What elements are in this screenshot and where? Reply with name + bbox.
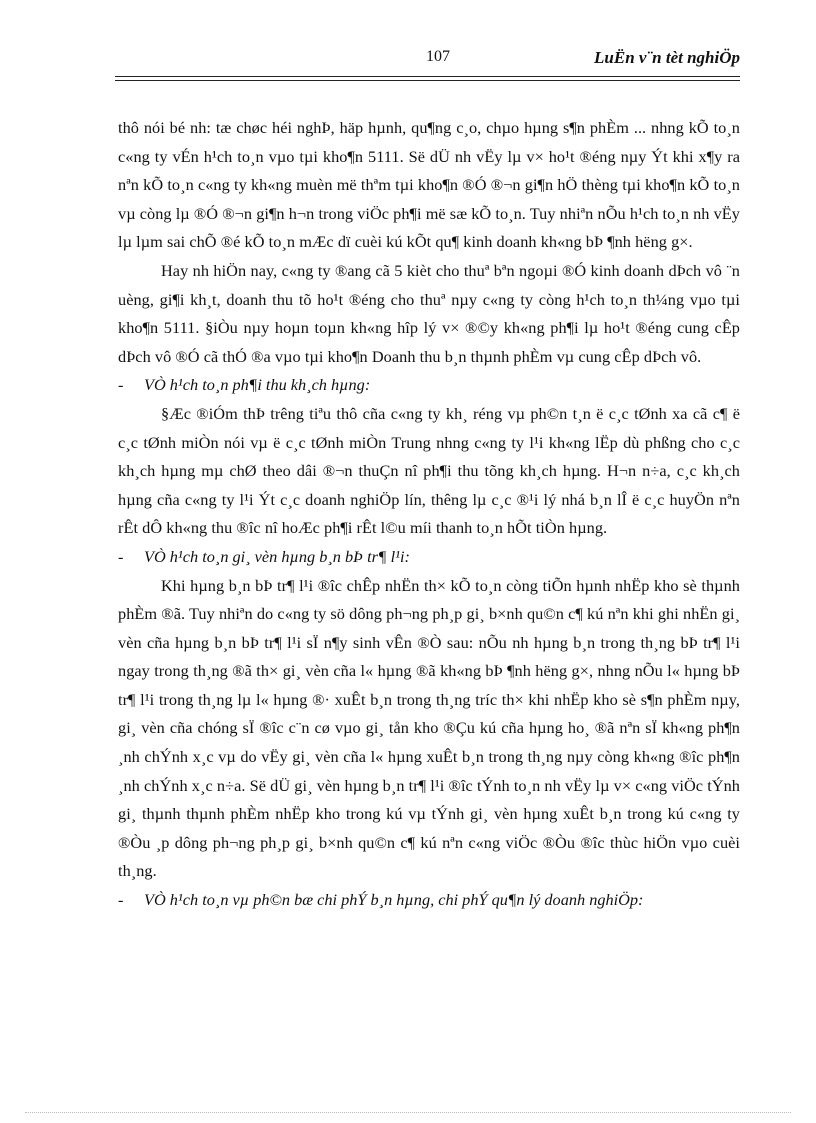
dash-bullet: -	[118, 375, 124, 395]
section-bullet	[118, 371, 740, 400]
header-rule-thin	[115, 80, 740, 81]
footer-dotted-rule	[25, 1112, 791, 1113]
page-number: 107	[426, 48, 450, 65]
bullet-heading: VÒ h¹ch to¸n ph¶i thu kh¸ch hµng:	[144, 375, 371, 395]
section-bullet	[118, 886, 740, 915]
dash-bullet: -	[118, 546, 124, 566]
paragraph: Hay nh hiÖn nay, c«ng ty ®ang cã 5 kièt cho thuª bªn ngoµi ®Ó kinh doanh dÞch vô ¨n uèng, gi¶i kh¸t, doanh thu tõ ho¹t ®éng cho thuª nµy c«ng ty còng h¹ch to¸n th¼ng vµo tµi kho¶n 5111. §iÒu nµy hoµn toµn kh«ng hîp lý v× ®©y kh«ng ph¶i lµ ho¹t ®éng cung cÊp dÞch vô ®Ó cã thÓ ®a vµo tµi kho¶n Doanh thu b¸n thµnh phÈm vµ cung cÊp dÞch vô.	[118, 260, 740, 366]
bullet-heading: VÒ h¹ch to¸n gi¸ vèn hµng b¸n bÞ tr¶ l¹i:	[144, 546, 410, 566]
page-header	[115, 48, 740, 72]
section-bullet	[118, 543, 740, 572]
bullet-heading: VÒ h¹ch to¸n vµ ph©n bæ chi phÝ b¸n hµng, chi phÝ qu¶n lý doanh nghiÖp:	[144, 890, 644, 910]
dash-bullet: -	[118, 890, 124, 910]
header-rule-thick	[115, 76, 740, 77]
running-title: LuËn v¨n tèt nghiÖp	[594, 48, 740, 67]
paragraph: §Æc ®iÓm thÞ trêng tiªu thô cña c«ng ty kh¸ réng vµ ph©n t¸n ë c¸c tØnh xa cã c¶ ë c¸c tØnh miÒn nói vµ ë c¸c tØnh miÒn Trung nhng c«ng ty l¹i kh«ng lËp dù phßng cho c¸c kh¸ch hµng mµ chØ theo dâi ®¬n thuÇn nî ph¶i thu tõng kh¸ch hµng. H¬n n÷a, c¸c kh¸ch hµng cña c«ng ty l¹i Ýt c¸c doanh nghiÖp lín, thêng lµ c¸c ®¹i lý nhá b¸n lÎ ë c¸c huyÖn nªn rÊt dÔ kh«ng thu ®îc nî hoÆc ph¶i rÊt l©u míi thanh to¸n hÕt tiÒn hµng.	[118, 403, 740, 538]
paragraph: Khi hµng b¸n bÞ tr¶ l¹i ®îc chÊp nhËn th× kÕ to¸n còng tiÕn hµnh nhËp kho sè thµnh phÈm ®ã. Tuy nhiªn do c«ng ty sö dông ph¬ng ph¸p gi¸ b×nh qu©n c¶ kú nªn khi ghi nhËn gi¸ vèn cña hµng b¸n bÞ tr¶ l¹i sÏ n¶y sinh vÊn ®Ò sau: nÕu nh hµng b¸n trong th¸ng bÞ tr¶ l¹i ngay trong th¸ng ®ã th× gi¸ vèn cña l« hµng ®ã kh«ng bÞ ¶nh hëng g×, nhng nÕu l« hµng bÞ tr¶ l¹i trong th¸ng lµ l« hµng ®· xuÊt b¸n trong th¸ng tríc th× khi nhËp kho sè s¶n phÈm nµy, gi¸ vèn cña chóng sÏ ®îc c¨n cø vµo gi¸ tån kho ®Çu kú cña hµng ho¸ ®ã nªn sÏ kh«ng ph¶n ¸nh chÝnh x¸c vµ do vËy gi¸ vèn cña l« hµng xuÊt b¸n trong th¸ng nµy còng kh«ng ®îc ph¶n ¸nh chÝnh x¸c n÷a. Së dÜ gi¸ vèn hµng b¸n tr¶ l¹i ®îc tÝnh to¸n nh vËy lµ v× c«ng viÖc tÝnh gi¸ thµnh thµnh phÈm nhËp kho trong kú vµ tÝnh gi¸ vèn hµng xuÊt b¸n trong kú c«ng ty ®Òu ¸p dông ph¬ng ph¸p gi¸ b×nh qu©n c¶ kú nªn c«ng viÖc ®Òu ®îc thùc hiÖn vµo cuèi th¸ng.	[118, 575, 740, 881]
paragraph: thô nói bé nh: tæ chøc héi nghÞ, häp hµnh, qu¶ng c¸o, chµo hµng s¶n phÈm ... nhng kÕ to¸n c«ng ty vÉn h¹ch to¸n vµo tµi kho¶n 5111. Së dÜ nh vËy lµ v× ho¹t ®éng nµy Ýt khi x¶y ra nªn kÕ to¸n c«ng ty kh«ng muèn më thªm tµi kho¶n ®Ó ®¬n gi¶n hÖ thèng tµi kho¶n kÕ to¸n vµ còng lµ ®Ó ®¬n gi¶n h¬n trong viÖc ph¶i më sæ kÕ to¸n. Tuy nhiªn nÕu h¹ch to¸n nh vËy lµ lµm sai chÕ ®é kÕ to¸n mÆc dï cuèi kú kÕt qu¶ kinh doanh kh«ng bÞ ¶nh hëng g×.	[118, 118, 740, 252]
body-text	[118, 114, 740, 915]
